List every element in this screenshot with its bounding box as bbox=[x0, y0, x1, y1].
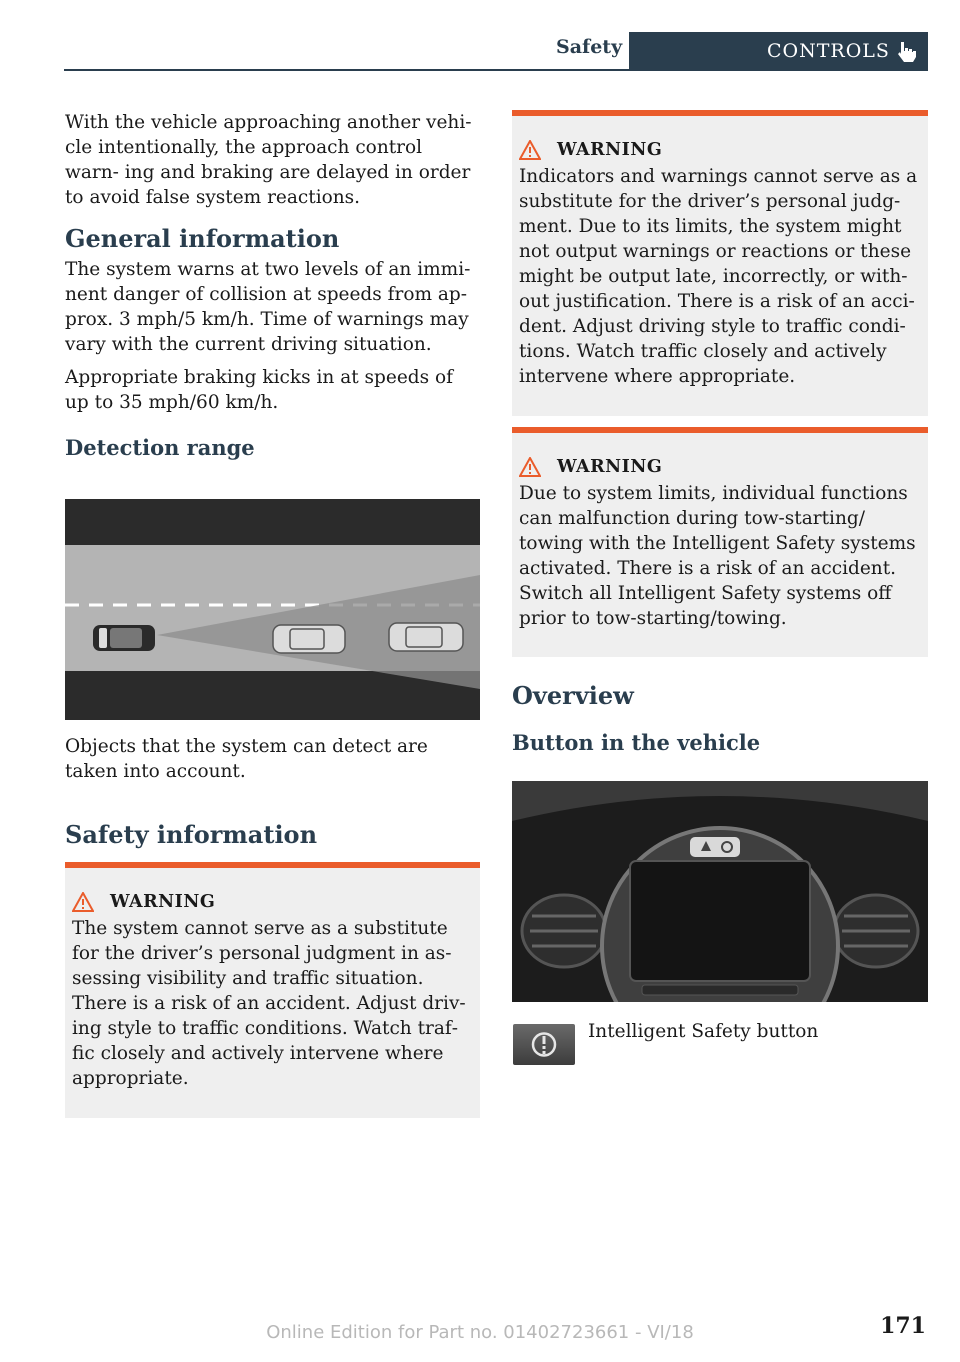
warning-text: Indicators and warnings cannot serve as a substitute for the driver’s personal judg‐ ment. Due to its limits, the system might not output warnings or reactions or these might be output late, incorrectly, or with‐ out justification. There is a risk of an acci‐ dent. Adjust driving style to traffic condi‐ tions. Watch traffic closely and actively intervene where appropriate. bbox=[519, 166, 918, 387]
warning-text: Due to system limits, individual functions can malfunction during tow-starting/ towing with the Intelligent Safety systems activated. There is a risk of an accident. Switch all Intelligent Safety systems off prior to tow-starting/towing. bbox=[519, 483, 916, 629]
page-number: 171 bbox=[880, 1313, 926, 1339]
overview-heading: Overview bbox=[512, 681, 634, 710]
intelligent-safety-button-image bbox=[513, 1024, 575, 1065]
center-display bbox=[630, 861, 810, 981]
warning-label: WARNING bbox=[110, 892, 216, 912]
detected-vehicle-1 bbox=[273, 625, 345, 653]
left-column bbox=[65, 110, 480, 460]
warning-box-3 bbox=[512, 427, 928, 657]
right-air-vent bbox=[834, 895, 918, 967]
warning-header bbox=[72, 892, 472, 912]
header-chapter-label: CONTROLS bbox=[767, 40, 890, 62]
warning-text: The system cannot serve as a substitute for the driver’s personal judgment in as‐ sessing visibility and traffic situation. There is a risk of an accident. Adjust driv‐ ing style to traffic conditions. Watch traf‐ fic closely and actively intervene where appropriate. bbox=[72, 918, 466, 1089]
detection-caption: Objects that the system can detect are taken into account. bbox=[65, 736, 428, 782]
warning-box-1 bbox=[65, 862, 480, 1118]
warning-label: WARNING bbox=[557, 140, 663, 160]
warning-label: WARNING bbox=[557, 457, 663, 477]
header-section-label: Safety bbox=[556, 36, 623, 58]
header-chapter-tab bbox=[629, 32, 928, 70]
detection-range-heading: Detection range bbox=[65, 435, 255, 460]
intro-paragraph: With the vehicle approaching another vehi‐ cle intentionally, the approach control warn‐ ing and braking are delayed in order to avoid false system reactions. bbox=[65, 112, 472, 208]
detected-vehicle-2 bbox=[389, 623, 463, 651]
detection-caption-block bbox=[65, 734, 480, 849]
button-in-vehicle-heading: Button in the vehicle bbox=[512, 730, 761, 755]
safety-information-heading: Safety information bbox=[65, 820, 318, 849]
general-information-heading: General information bbox=[65, 224, 340, 253]
header-rule bbox=[64, 69, 928, 71]
warning-triangle-icon bbox=[519, 457, 541, 477]
detection-range-illustration bbox=[65, 499, 480, 720]
hand-pointer-icon bbox=[896, 39, 918, 63]
left-air-vent bbox=[522, 895, 606, 967]
own-vehicle bbox=[93, 625, 155, 651]
general-paragraph-1: The system warns at two levels of an immi‐ nent danger of collision at speeds from ap‐ prox. 3 mph/5 km/h. Time of warnings may vary with the current driving situation. bbox=[65, 259, 471, 355]
intelligent-safety-icon bbox=[513, 1024, 575, 1065]
online-edition-footer: Online Edition for Part no. 01402723661 - VI/18 bbox=[266, 1322, 694, 1343]
warning-triangle-icon bbox=[72, 892, 94, 912]
warning-header bbox=[519, 140, 920, 160]
intelligent-safety-button-on-dash bbox=[690, 837, 740, 857]
warning-box-2 bbox=[512, 110, 928, 416]
warning-header bbox=[519, 457, 920, 477]
warning-triangle-icon bbox=[519, 140, 541, 160]
overview-block bbox=[512, 681, 927, 755]
general-paragraph-2: Appropriate braking kicks in at speeds of up to 35 mph/60 km/h. bbox=[65, 367, 453, 413]
dashboard-illustration bbox=[512, 781, 928, 1002]
button-caption: Intelligent Safety button bbox=[588, 1021, 819, 1042]
